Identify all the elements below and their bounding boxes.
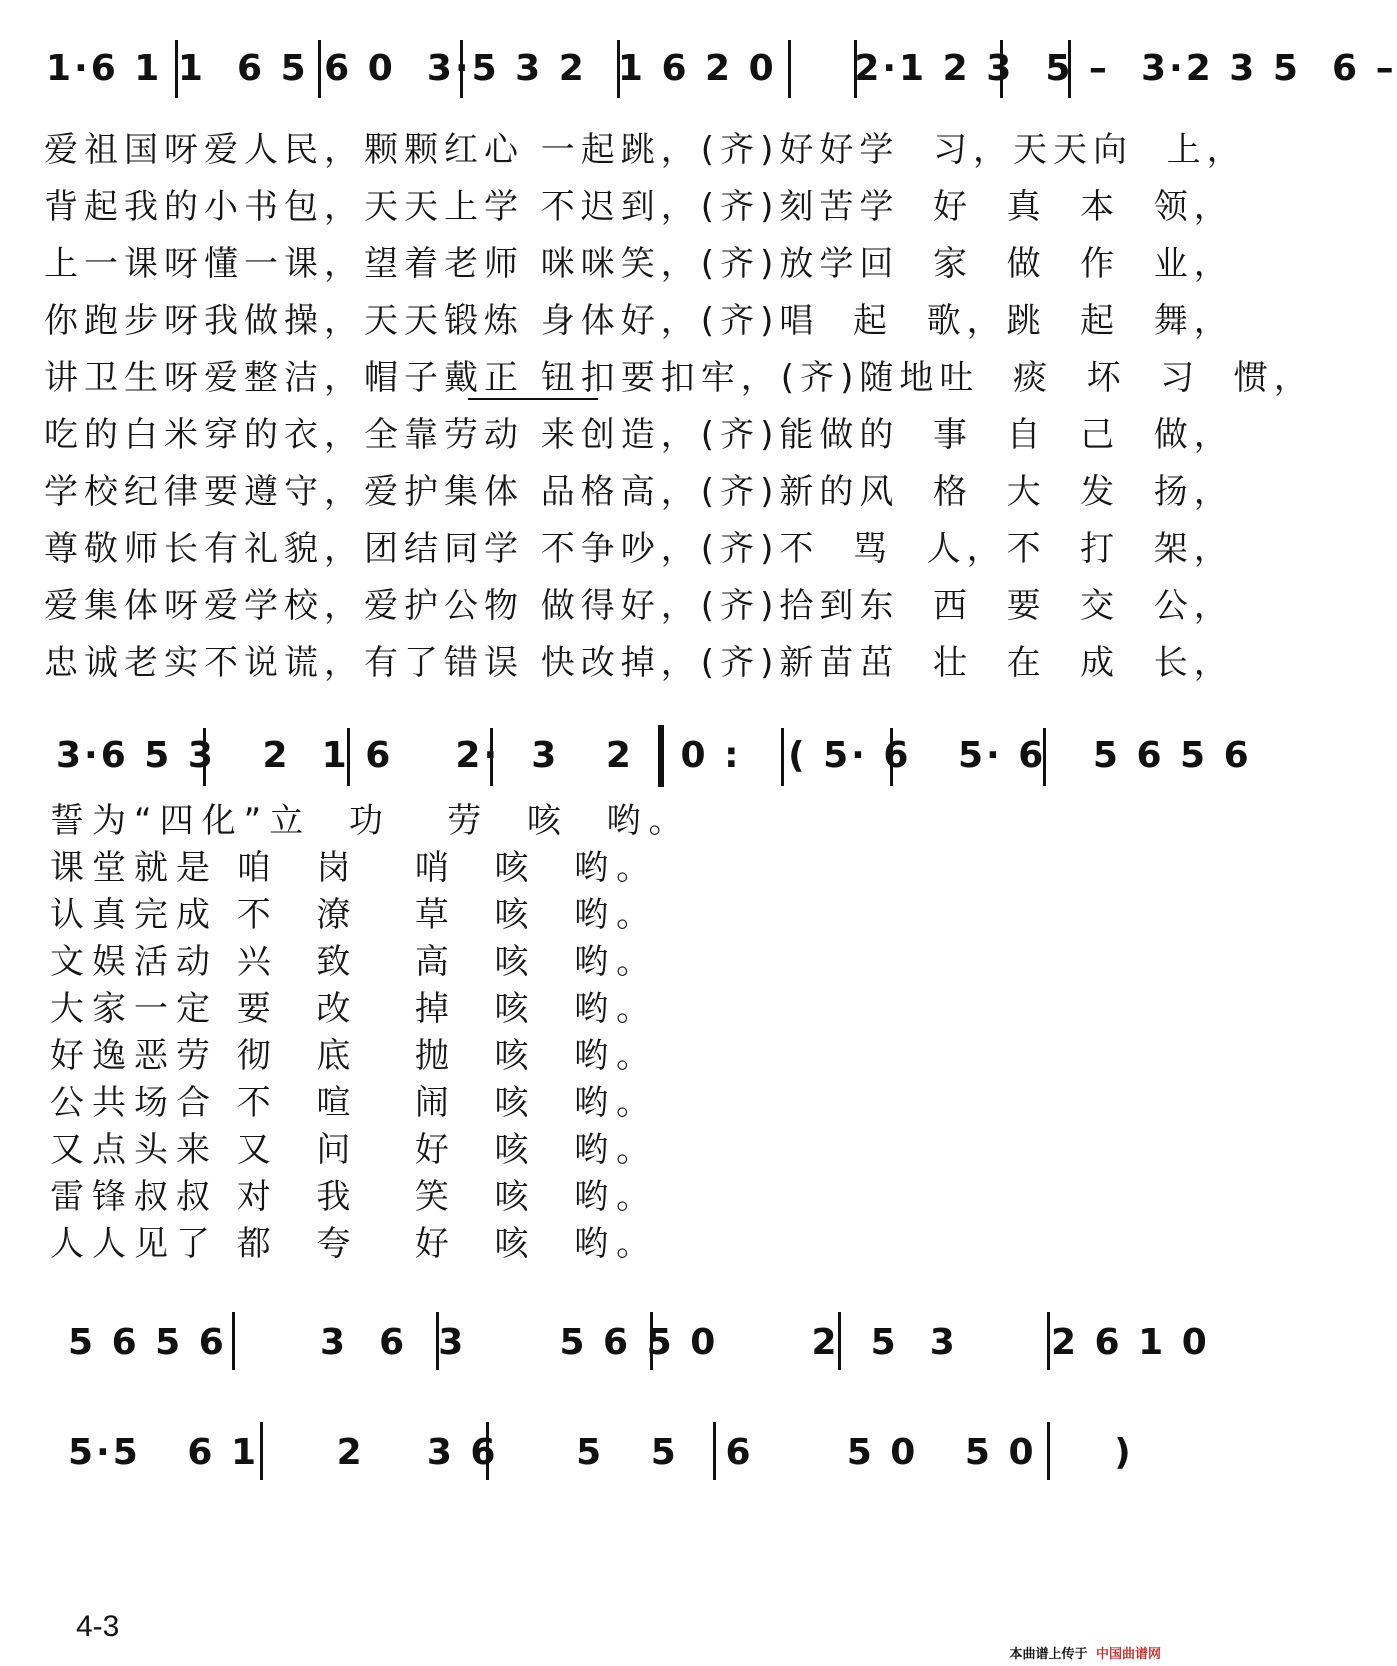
- refrain-line: 认真完成 不 潦 草 咳 哟。: [50, 895, 659, 935]
- refrain-line: 雷锋叔叔 对 我 笑 咳 哟。: [50, 1177, 659, 1217]
- refrain-line: 大家一定 要 改 掉 咳 哟。: [50, 989, 659, 1029]
- barline: [713, 1422, 716, 1480]
- refrain-line: 文娱活动 兴 致 高 咳 哟。: [50, 942, 659, 982]
- verse-line: 上一课呀懂一课，望着老师 咪咪笑，(齐)放学回 家 做 作 业，: [44, 244, 1234, 284]
- barline: [175, 40, 178, 98]
- refrain-line: 公共场合 不 喧 闹 咳 哟。: [50, 1083, 659, 1123]
- credit-prefix: 本曲谱上传于: [1009, 1647, 1088, 1662]
- refrain-line: 又点头来 又 问 好 咳 哟。: [50, 1130, 659, 1170]
- barline: [1068, 40, 1071, 98]
- barline: [486, 1422, 489, 1480]
- notation-row-3: 5 6 5 6 3 6 3 5 6 5 0 2 5 3 2 6 1 0: [68, 1322, 1210, 1363]
- barline: [650, 1312, 653, 1370]
- verse-line: 学校纪律要遵守，爱护集体 品格高，(齐)新的风 格 大 发 扬，: [44, 472, 1234, 512]
- barline: [890, 728, 893, 786]
- notation-row-4: 5·5 6 1 2 3 6 5 5 6 5 0 5 0 ): [68, 1432, 1134, 1473]
- verse-line: 讲卫生呀爱整洁，帽子戴正 钮扣要扣牢，(齐)随地吐 痰 坏 习 惯，: [44, 358, 1314, 398]
- barline: [203, 728, 206, 786]
- verse-line: 忠诚老实不说谎，有了错误 快改掉，(齐)新苗茁 壮 在 成 长，: [44, 643, 1234, 683]
- barline: [781, 728, 784, 786]
- verse-lyrics: [44, 122, 1314, 692]
- barline: [490, 728, 493, 786]
- barline: [1043, 728, 1046, 786]
- refrain-line: 课堂就是 咱 岗 哨 咳 哟。: [50, 848, 659, 888]
- barline: [232, 1312, 235, 1370]
- barline: [1047, 1312, 1050, 1370]
- notation-row-2: 3·6 5 3 2 1 6 2· 3 2 0 : ( 5· 6 5· 6 5 6 5 6: [56, 735, 1252, 776]
- barline: [617, 40, 620, 98]
- notation-row-1: 1·6 1 1 6 5 6 0 3·5 3 2 1 6 2 0 2·1 2 3 5 – 3·2 3 5 6 –: [46, 48, 1397, 89]
- barline: [1047, 1422, 1050, 1480]
- verse-line: 你跑步呀我做操，天天锻炼 身体好，(齐)唱 起 歌，跳 起 舞，: [44, 301, 1234, 341]
- refrain-line: 誓为“四化”立 功 劳 咳 哟。: [50, 801, 691, 841]
- refrain-lyrics: [50, 798, 691, 1268]
- barline: [460, 40, 463, 98]
- strike-through-mark: [468, 398, 598, 400]
- verse-line: 吃的白米穿的衣，全靠劳动 来创造，(齐)能做的 事 自 己 做，: [44, 415, 1234, 455]
- verse-line: 爱祖国呀爱人民，颗颗红心 一起跳，(齐)好好学 习，天天向 上，: [44, 130, 1247, 170]
- site-logo-text: 中国曲谱网: [1095, 1647, 1161, 1662]
- barline: [1000, 40, 1003, 98]
- barline: [854, 40, 857, 98]
- page-number: 4-3: [76, 1610, 120, 1643]
- barline: [788, 40, 791, 98]
- verse-line: 爱集体呀爱学校，爱护公物 做得好，(齐)拾到东 西 要 交 公，: [44, 586, 1234, 626]
- refrain-line: 人人见了 都 夸 好 咳 哟。: [50, 1224, 659, 1264]
- barline: [318, 40, 321, 98]
- verse-line: 背起我的小书包，天天上学 不迟到，(齐)刻苦学 好 真 本 领，: [44, 187, 1234, 227]
- barline: [347, 728, 350, 786]
- final-repeat-barline: [658, 725, 664, 787]
- barline: [838, 1312, 841, 1370]
- upload-credit: [1009, 1643, 1161, 1662]
- barline: [260, 1422, 263, 1480]
- barline: [436, 1312, 439, 1370]
- verse-line: 尊敬师长有礼貌，团结同学 不争吵，(齐)不 骂 人，不 打 架，: [44, 529, 1234, 569]
- refrain-line: 好逸恶劳 彻 底 抛 咳 哟。: [50, 1036, 659, 1076]
